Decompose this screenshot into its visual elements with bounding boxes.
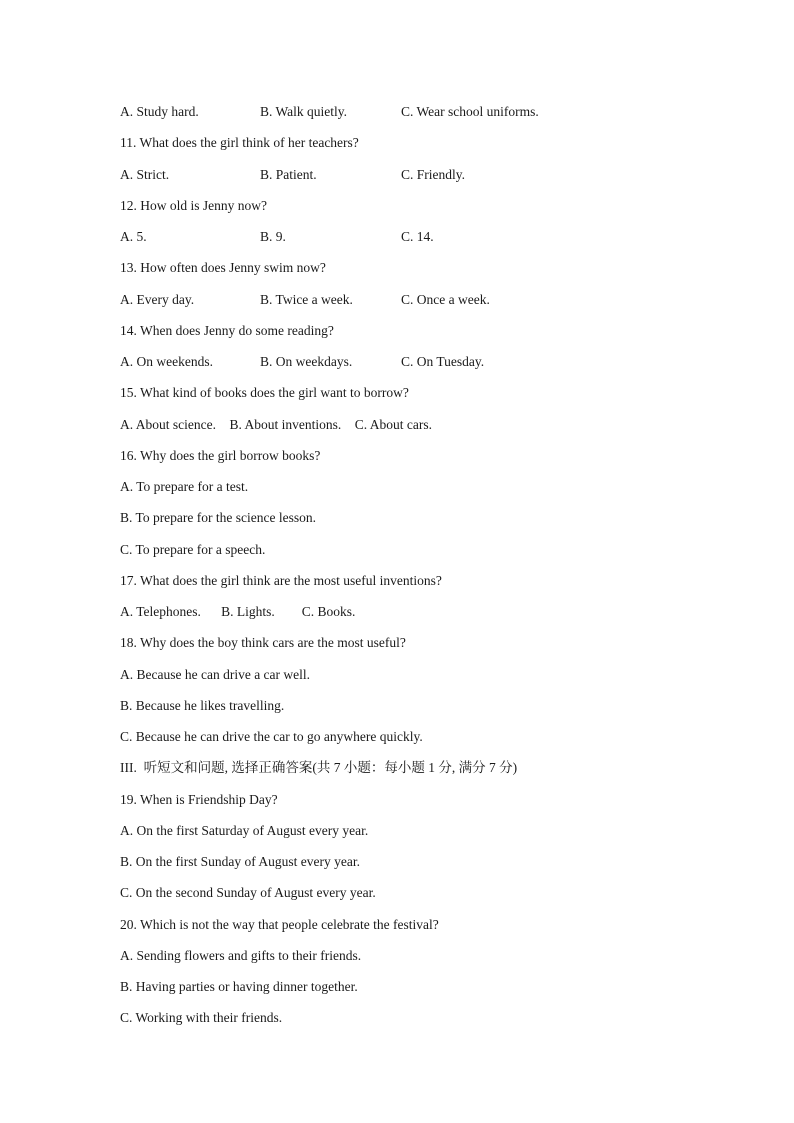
answer-option: B. Walk quietly.	[260, 104, 348, 119]
text-line: 20. Which is not the way that people celebrate the festival?	[120, 916, 439, 932]
answer-option: A. On weekends.	[120, 354, 213, 369]
text-line: 18. Why does the boy think cars are the most useful?	[120, 635, 406, 651]
text-line: 15. What kind of books does the girl want to borrow?	[120, 385, 409, 401]
text-line: B. Having parties or having dinner together.	[120, 979, 358, 994]
option-row	[120, 167, 620, 183]
text-line: 17. What does the girl think are the most useful inventions?	[120, 572, 442, 588]
text-line: 12. How old is Jenny now?	[120, 197, 267, 213]
text-line: 16. Why does the girl borrow books?	[120, 447, 321, 463]
answer-option: C. On Tuesday.	[401, 354, 485, 369]
option-row	[120, 354, 620, 370]
text-line: B. On the first Sunday of August every year.	[120, 854, 360, 869]
answer-option: C. Friendly.	[401, 166, 465, 182]
answer-option: A. Strict.	[120, 166, 170, 182]
text-line: A. To prepare for a test.	[120, 479, 249, 494]
answer-option: C. Once a week.	[401, 291, 490, 307]
text-line: 11. What does the girl think of her teachers?	[120, 135, 359, 151]
answer-option: C. Wear school uniforms.	[401, 104, 539, 119]
text-line: A. Sending flowers and gifts to their friends.	[120, 947, 362, 963]
answer-option: B. On weekdays.	[260, 354, 353, 369]
answer-option: A. 5.	[120, 229, 147, 244]
text-line: A. Because he can drive a car well.	[120, 666, 311, 682]
text-line: A. About science. B. About inventions. C. About cars.	[120, 416, 432, 432]
answer-option: B. Twice a week.	[260, 291, 353, 307]
text-line: 19. When is Friendship Day?	[120, 791, 278, 807]
text-line: A. Telephones. B. Lights. C. Books.	[120, 604, 356, 619]
answer-option: C. 14.	[401, 229, 434, 244]
text-line: III. 听短文和问题, 选择正确答案(共 7 小题：每小题 1 分, 满分 7 分)	[120, 760, 518, 776]
option-row	[120, 292, 620, 308]
text-line: C. Because he can drive the car to go anywhere quickly.	[120, 729, 423, 744]
text-line: C. To prepare for a speech.	[120, 541, 266, 557]
answer-option: B. 9.	[260, 229, 286, 244]
text-line: C. On the second Sunday of August every year.	[120, 885, 376, 901]
text-line: C. Working with their friends.	[120, 1010, 283, 1026]
text-line: 14. When does Jenny do some reading?	[120, 322, 334, 338]
option-row	[120, 104, 620, 120]
answer-option: A. Study hard.	[120, 104, 199, 119]
answer-option: A. Every day.	[120, 291, 195, 307]
text-line: B. To prepare for the science lesson.	[120, 510, 316, 526]
text-line: 13. How often does Jenny swim now?	[120, 260, 326, 276]
text-line: A. On the first Saturday of August every year.	[120, 822, 369, 838]
answer-option: B. Patient.	[260, 166, 317, 182]
option-row	[120, 229, 620, 245]
text-line: B. Because he likes travelling.	[120, 697, 285, 713]
